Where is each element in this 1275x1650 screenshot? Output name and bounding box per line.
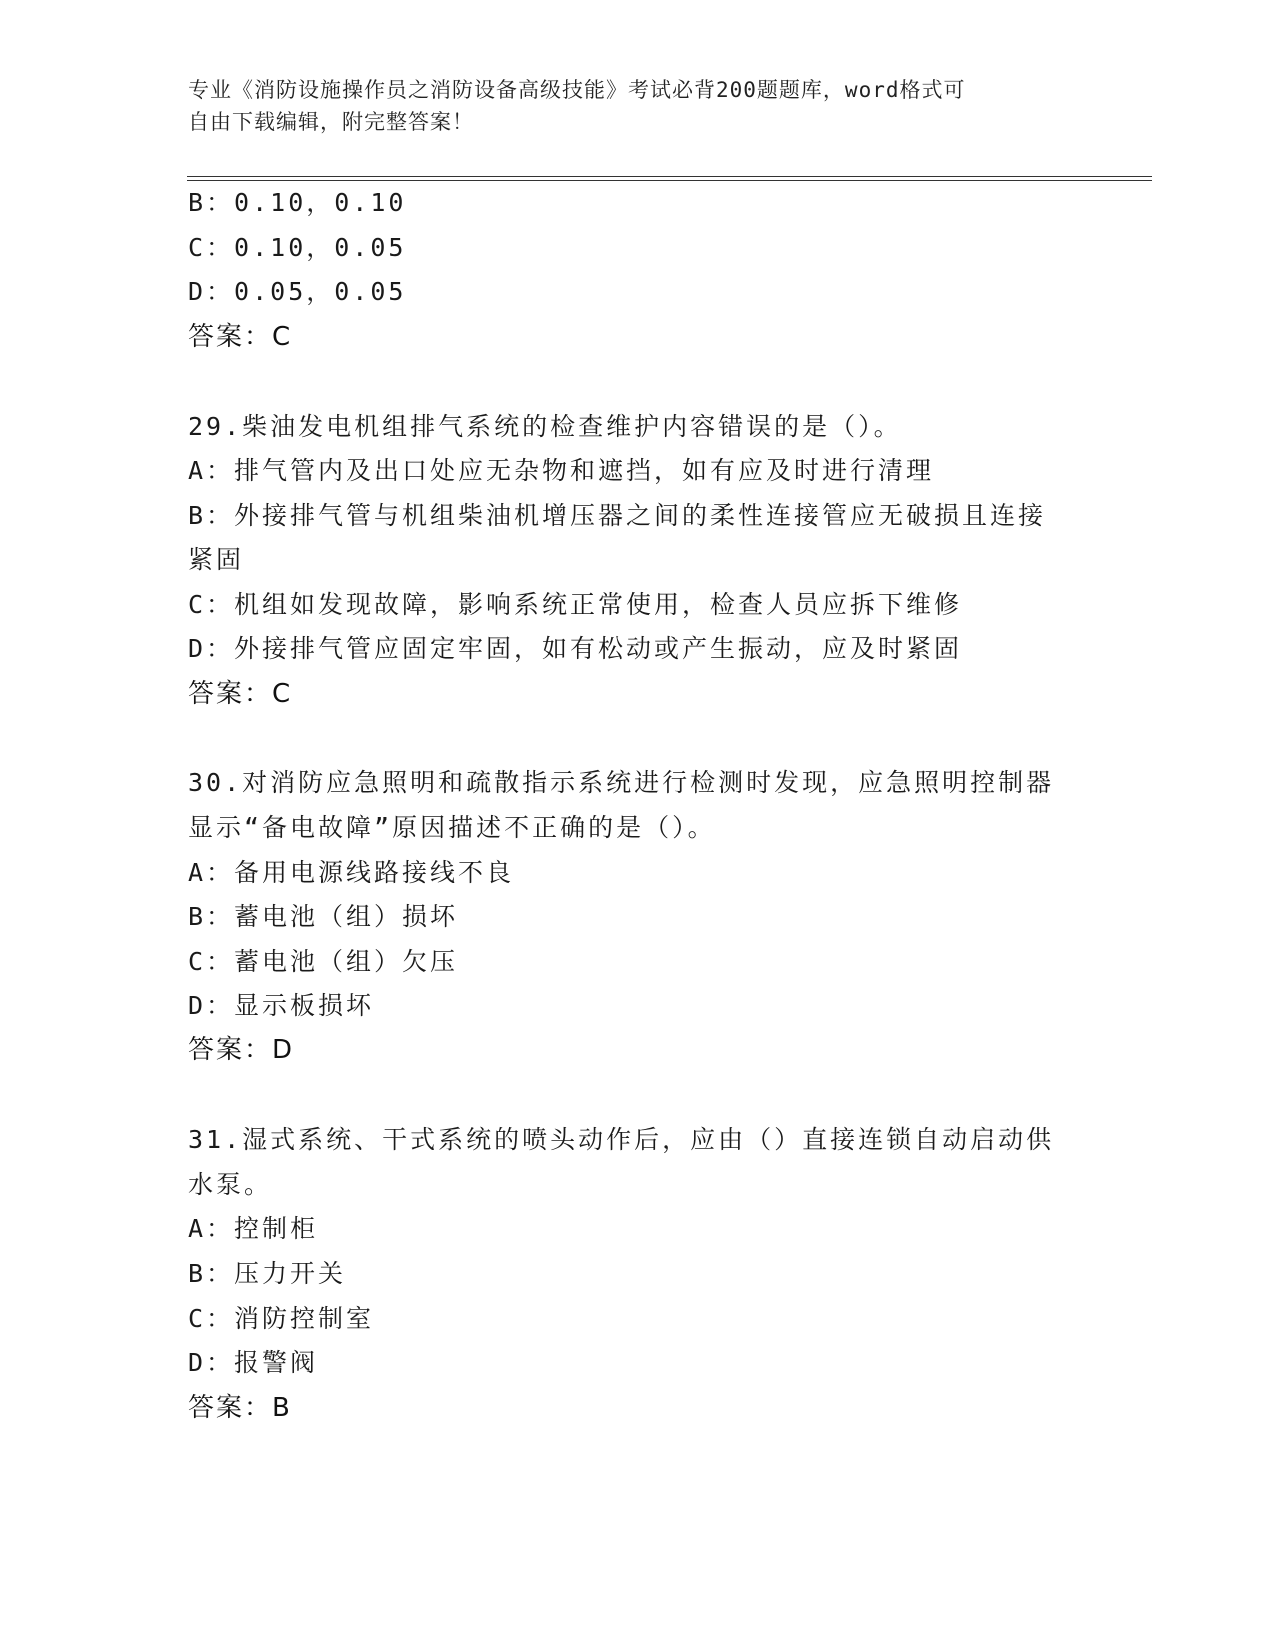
q30-option-c: C：蓄电池（组）欠压 [188,947,459,976]
q28-option-c: C：0.10，0.05 [188,233,407,262]
q30-stem-line-2: 显示“备电故障”原因描述不正确的是（）。 [188,813,716,842]
q31-option-b: B：压力开关 [188,1259,347,1288]
header-rule-top [187,176,1152,177]
header-line-1: 专业《消防设施操作员之消防设备高级技能》考试必背200题题库，word格式可 [188,78,966,102]
q31-stem-line-1: 31.湿式系统、干式系统的喷头动作后，应由（）直接连锁自动启动供 [188,1125,1055,1154]
q29-answer: 答案：C [188,679,293,709]
q31-answer: 答案：B [188,1393,292,1423]
q30-option-b: B：蓄电池（组）损坏 [188,902,459,931]
q30-answer: 答案：D [188,1035,295,1065]
q30-option-a: A：备用电源线路接线不良 [188,858,515,887]
q29-option-a: A：排气管内及出口处应无杂物和遮挡，如有应及时进行清理 [188,456,935,485]
q31-stem-line-2: 水泵。 [188,1170,273,1199]
q31-option-c: C：消防控制室 [188,1304,375,1333]
q31-option-a: A：控制柜 [188,1214,319,1243]
q29-option-c: C：机组如发现故障，影响系统正常使用，检查人员应拆下维修 [188,590,963,619]
q29-stem: 29.柴油发电机组排气系统的检查维护内容错误的是（）。 [188,412,902,441]
header-line-2: 自由下载编辑，附完整答案！ [188,110,474,134]
q31-option-d: D：报警阀 [188,1348,319,1377]
q30-option-d: D：显示板损坏 [188,991,375,1020]
q28-answer: 答案：C [188,322,293,352]
q29-option-d: D：外接排气管应固定牢固，如有松动或产生振动，应及时紧固 [188,634,963,663]
q30-stem-line-1: 30.对消防应急照明和疏散指示系统进行检测时发现，应急照明控制器 [188,768,1055,797]
q29-option-b-line-2: 紧固 [188,545,245,574]
q28-option-d: D：0.05，0.05 [188,277,407,306]
q28-option-b: B：0.10，0.10 [188,188,407,217]
document-header [188,74,1068,138]
header-rule-bottom [187,180,1152,181]
q29-option-b-line-1: B：外接排气管与机组柴油机增压器之间的柔性连接管应无破损且连接 [188,501,1047,530]
